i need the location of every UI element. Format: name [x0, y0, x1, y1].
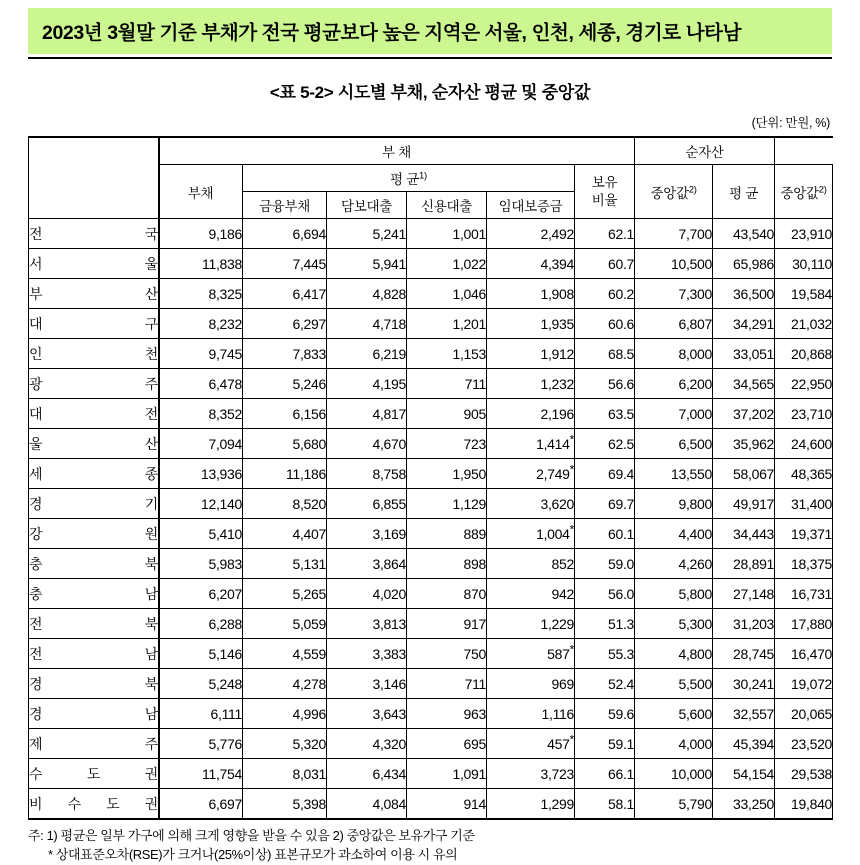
cell-debt-median: 10,000 — [635, 759, 713, 789]
cell-nw-median: 31,400 — [775, 489, 833, 519]
cell-credit: 1,129 — [407, 489, 487, 519]
header-corner-blank — [29, 137, 159, 219]
cell-credit: 889 — [407, 519, 487, 549]
cell-nw-median: 30,110 — [775, 249, 833, 279]
table-row — [29, 549, 833, 579]
cell-debt-median: 6,807 — [635, 309, 713, 339]
table-row — [29, 399, 833, 429]
cell-holding-ratio: 63.5 — [575, 399, 635, 429]
cell-mortgage: 4,828 — [327, 279, 407, 309]
cell-financial-debt: 5,059 — [243, 609, 327, 639]
cell-debt-median: 5,600 — [635, 699, 713, 729]
rse-asterisk-marker: * — [569, 431, 574, 446]
cell-debt-median: 10,500 — [635, 249, 713, 279]
cell-nw-average: 31,203 — [713, 609, 775, 639]
row-label: 전 국 — [29, 219, 159, 249]
cell-debt-total: 5,248 — [159, 669, 243, 699]
rse-asterisk-marker: * — [569, 521, 574, 536]
cell-financial-debt: 7,833 — [243, 339, 327, 369]
cell-nw-average: 27,148 — [713, 579, 775, 609]
cell-debt-median: 5,800 — [635, 579, 713, 609]
cell-nw-median: 23,910 — [775, 219, 833, 249]
cell-credit: 898 — [407, 549, 487, 579]
cell-lease-deposit: 852 — [487, 549, 575, 579]
row-label: 수 도 권 — [29, 759, 159, 789]
row-label: 충 북 — [29, 549, 159, 579]
header-col-nw-average: 평 균 — [713, 165, 775, 219]
table-row — [29, 279, 833, 309]
cell-lease-deposit: 4,394 — [487, 249, 575, 279]
header-col-debt-total: 부채 — [159, 165, 243, 219]
table-body — [29, 219, 833, 820]
cell-mortgage: 6,855 — [327, 489, 407, 519]
cell-debt-median: 8,000 — [635, 339, 713, 369]
table-row — [29, 309, 833, 339]
cell-nw-average: 30,241 — [713, 669, 775, 699]
cell-holding-ratio: 59.6 — [575, 699, 635, 729]
table-row — [29, 699, 833, 729]
cell-financial-debt: 4,407 — [243, 519, 327, 549]
cell-debt-total: 7,094 — [159, 429, 243, 459]
cell-debt-total: 8,352 — [159, 399, 243, 429]
cell-nw-average: 65,986 — [713, 249, 775, 279]
cell-lease-deposit: 457* — [487, 729, 575, 759]
row-label: 세 종 — [29, 459, 159, 489]
cell-debt-total: 6,111 — [159, 699, 243, 729]
cell-debt-median: 7,000 — [635, 399, 713, 429]
cell-mortgage: 3,383 — [327, 639, 407, 669]
cell-credit: 695 — [407, 729, 487, 759]
cell-nw-average: 34,565 — [713, 369, 775, 399]
table-row — [29, 789, 833, 820]
cell-lease-deposit: 1,116 — [487, 699, 575, 729]
cell-nw-average: 35,962 — [713, 429, 775, 459]
cell-financial-debt: 6,297 — [243, 309, 327, 339]
banner-divider-rule — [28, 57, 832, 59]
table-row — [29, 369, 833, 399]
table-row — [29, 489, 833, 519]
table-row — [29, 219, 833, 249]
cell-nw-median: 23,710 — [775, 399, 833, 429]
cell-mortgage: 4,817 — [327, 399, 407, 429]
cell-lease-deposit: 2,749* — [487, 459, 575, 489]
row-label: 대 구 — [29, 309, 159, 339]
cell-financial-debt: 11,186 — [243, 459, 327, 489]
cell-mortgage: 3,643 — [327, 699, 407, 729]
cell-holding-ratio: 68.5 — [575, 339, 635, 369]
cell-credit: 905 — [407, 399, 487, 429]
cell-lease-deposit: 2,492 — [487, 219, 575, 249]
cell-debt-total: 9,186 — [159, 219, 243, 249]
row-label: 서 울 — [29, 249, 159, 279]
cell-debt-total: 11,838 — [159, 249, 243, 279]
cell-nw-average: 49,917 — [713, 489, 775, 519]
table-row — [29, 429, 833, 459]
row-label: 강 원 — [29, 519, 159, 549]
cell-debt-median: 6,200 — [635, 369, 713, 399]
cell-credit: 1,950 — [407, 459, 487, 489]
holding-ratio-line2: 비율 — [591, 192, 618, 208]
cell-holding-ratio: 52.4 — [575, 669, 635, 699]
cell-lease-deposit: 587* — [487, 639, 575, 669]
cell-nw-median: 20,868 — [775, 339, 833, 369]
cell-debt-median: 4,000 — [635, 729, 713, 759]
row-label: 인 천 — [29, 339, 159, 369]
rse-asterisk-marker: * — [569, 731, 574, 746]
cell-holding-ratio: 59.0 — [575, 549, 635, 579]
cell-debt-total: 12,140 — [159, 489, 243, 519]
rse-asterisk-marker: * — [569, 641, 574, 656]
cell-nw-average: 43,540 — [713, 219, 775, 249]
cell-nw-median: 48,365 — [775, 459, 833, 489]
cell-holding-ratio: 60.2 — [575, 279, 635, 309]
cell-financial-debt: 4,996 — [243, 699, 327, 729]
cell-debt-total: 9,745 — [159, 339, 243, 369]
cell-lease-deposit: 942 — [487, 579, 575, 609]
cell-lease-deposit: 3,620 — [487, 489, 575, 519]
cell-nw-median: 29,538 — [775, 759, 833, 789]
cell-lease-deposit: 1,229 — [487, 609, 575, 639]
cell-nw-average: 28,745 — [713, 639, 775, 669]
cell-financial-debt: 4,559 — [243, 639, 327, 669]
cell-nw-median: 20,065 — [775, 699, 833, 729]
rse-asterisk-marker: * — [569, 461, 574, 476]
cell-financial-debt: 5,246 — [243, 369, 327, 399]
cell-debt-median: 7,700 — [635, 219, 713, 249]
cell-nw-average: 33,051 — [713, 339, 775, 369]
nw-median-footnote-marker: 2) — [818, 184, 827, 195]
cell-mortgage: 3,169 — [327, 519, 407, 549]
table-row — [29, 249, 833, 279]
cell-nw-median: 16,470 — [775, 639, 833, 669]
cell-holding-ratio: 69.4 — [575, 459, 635, 489]
cell-debt-total: 5,983 — [159, 549, 243, 579]
cell-financial-debt: 8,520 — [243, 489, 327, 519]
cell-debt-total: 6,207 — [159, 579, 243, 609]
cell-credit: 1,001 — [407, 219, 487, 249]
cell-credit: 711 — [407, 369, 487, 399]
cell-nw-median: 22,950 — [775, 369, 833, 399]
cell-mortgage: 5,241 — [327, 219, 407, 249]
cell-credit: 1,022 — [407, 249, 487, 279]
cell-mortgage: 3,813 — [327, 609, 407, 639]
cell-holding-ratio: 62.5 — [575, 429, 635, 459]
cell-debt-median: 5,300 — [635, 609, 713, 639]
cell-credit: 870 — [407, 579, 487, 609]
debt-median-label: 중앙값 — [650, 185, 689, 201]
cell-financial-debt: 5,265 — [243, 579, 327, 609]
cell-holding-ratio: 58.1 — [575, 789, 635, 820]
cell-nw-median: 19,840 — [775, 789, 833, 820]
header-group-networth: 순자산 — [635, 137, 775, 165]
header-average-footnote-marker: 1) — [419, 170, 427, 182]
table-row — [29, 579, 833, 609]
table-header — [29, 137, 833, 219]
cell-debt-median: 9,800 — [635, 489, 713, 519]
cell-nw-median: 23,520 — [775, 729, 833, 759]
row-label: 광 주 — [29, 369, 159, 399]
cell-financial-debt: 6,156 — [243, 399, 327, 429]
cell-credit: 750 — [407, 639, 487, 669]
header-col-lease-deposit: 임대보증금 — [487, 192, 575, 219]
header-col-credit-loan: 신용대출 — [407, 192, 487, 219]
cell-lease-deposit: 1,912 — [487, 339, 575, 369]
row-label: 경 기 — [29, 489, 159, 519]
headline-banner-container — [0, 0, 860, 54]
header-col-debt-median — [635, 165, 713, 219]
cell-credit: 1,201 — [407, 309, 487, 339]
header-col-financial-debt: 금융부채 — [243, 192, 327, 219]
cell-nw-average: 45,394 — [713, 729, 775, 759]
cell-lease-deposit: 1,232 — [487, 369, 575, 399]
cell-mortgage: 4,084 — [327, 789, 407, 820]
cell-nw-median: 19,371 — [775, 519, 833, 549]
cell-credit: 917 — [407, 609, 487, 639]
cell-holding-ratio: 60.1 — [575, 519, 635, 549]
cell-debt-total: 8,325 — [159, 279, 243, 309]
row-label: 제 주 — [29, 729, 159, 759]
cell-debt-total: 6,288 — [159, 609, 243, 639]
cell-financial-debt: 5,398 — [243, 789, 327, 820]
cell-debt-median: 4,400 — [635, 519, 713, 549]
cell-nw-median: 24,600 — [775, 429, 833, 459]
nw-median-label: 중앙값 — [780, 185, 819, 201]
cell-credit: 1,153 — [407, 339, 487, 369]
cell-credit: 1,046 — [407, 279, 487, 309]
cell-nw-average: 34,291 — [713, 309, 775, 339]
cell-debt-total: 13,936 — [159, 459, 243, 489]
cell-lease-deposit: 2,196 — [487, 399, 575, 429]
cell-mortgage: 4,670 — [327, 429, 407, 459]
debt-median-footnote-marker: 2) — [688, 184, 697, 195]
table-row — [29, 669, 833, 699]
cell-mortgage: 5,941 — [327, 249, 407, 279]
cell-credit: 711 — [407, 669, 487, 699]
cell-debt-total: 5,410 — [159, 519, 243, 549]
cell-mortgage: 3,864 — [327, 549, 407, 579]
row-label: 경 북 — [29, 669, 159, 699]
cell-nw-median: 16,731 — [775, 579, 833, 609]
cell-nw-average: 34,443 — [713, 519, 775, 549]
cell-mortgage: 8,758 — [327, 459, 407, 489]
cell-credit: 963 — [407, 699, 487, 729]
cell-mortgage: 4,195 — [327, 369, 407, 399]
row-label: 부 산 — [29, 279, 159, 309]
cell-debt-total: 5,776 — [159, 729, 243, 759]
cell-debt-median: 5,500 — [635, 669, 713, 699]
cell-nw-median: 17,880 — [775, 609, 833, 639]
headline-text: 2023년 3월말 기준 부채가 전국 평균보다 높은 지역은 서울, 인천, 세종, 경기로 나타남 — [42, 22, 742, 44]
cell-holding-ratio: 55.3 — [575, 639, 635, 669]
cell-holding-ratio: 59.1 — [575, 729, 635, 759]
cell-nw-average: 32,557 — [713, 699, 775, 729]
footnote-line-1: 주: 1) 평균은 일부 가구에 의해 크게 영향을 받을 수 있음 2) 중앙값은 보유가구 기준 — [28, 828, 475, 843]
cell-financial-debt: 8,031 — [243, 759, 327, 789]
cell-holding-ratio: 51.3 — [575, 609, 635, 639]
cell-mortgage: 6,434 — [327, 759, 407, 789]
cell-debt-median: 4,260 — [635, 549, 713, 579]
row-label: 비 수 도 권 — [29, 789, 159, 820]
cell-nw-average: 36,500 — [713, 279, 775, 309]
cell-lease-deposit: 1,908 — [487, 279, 575, 309]
cell-financial-debt: 5,680 — [243, 429, 327, 459]
row-label: 전 남 — [29, 639, 159, 669]
row-label: 경 남 — [29, 699, 159, 729]
cell-nw-median: 21,032 — [775, 309, 833, 339]
cell-financial-debt: 6,694 — [243, 219, 327, 249]
cell-nw-average: 33,250 — [713, 789, 775, 820]
table-container — [0, 136, 860, 820]
cell-financial-debt: 5,131 — [243, 549, 327, 579]
cell-holding-ratio: 60.7 — [575, 249, 635, 279]
cell-debt-median: 5,790 — [635, 789, 713, 820]
table-row — [29, 759, 833, 789]
cell-debt-total: 6,697 — [159, 789, 243, 820]
headline-banner — [28, 8, 832, 54]
cell-mortgage: 4,020 — [327, 579, 407, 609]
header-col-nw-median — [775, 165, 833, 219]
cell-nw-median: 19,584 — [775, 279, 833, 309]
cell-holding-ratio: 66.1 — [575, 759, 635, 789]
footnotes — [0, 820, 860, 865]
cell-holding-ratio: 62.1 — [575, 219, 635, 249]
header-group-debt: 부 채 — [159, 137, 635, 165]
cell-financial-debt: 5,320 — [243, 729, 327, 759]
cell-nw-median: 19,072 — [775, 669, 833, 699]
cell-credit: 1,091 — [407, 759, 487, 789]
cell-lease-deposit: 1,935 — [487, 309, 575, 339]
cell-mortgage: 6,219 — [327, 339, 407, 369]
holding-ratio-line1: 보유 — [591, 174, 618, 190]
cell-financial-debt: 4,278 — [243, 669, 327, 699]
cell-nw-average: 58,067 — [713, 459, 775, 489]
cell-credit: 723 — [407, 429, 487, 459]
cell-debt-median: 6,500 — [635, 429, 713, 459]
header-col-mortgage-loan: 담보대출 — [327, 192, 407, 219]
header-col-holding-ratio — [575, 165, 635, 219]
cell-debt-median: 4,800 — [635, 639, 713, 669]
cell-nw-average: 28,891 — [713, 549, 775, 579]
statistics-table — [28, 136, 833, 820]
table-row — [29, 729, 833, 759]
cell-lease-deposit: 1,004* — [487, 519, 575, 549]
header-group-average — [243, 165, 575, 192]
cell-mortgage: 4,320 — [327, 729, 407, 759]
footnote-line-2: * 상대표준오차(RSE)가 크거나(25%이상) 표본규모가 과소하여 이용 시 유의 — [48, 846, 458, 862]
cell-nw-average: 37,202 — [713, 399, 775, 429]
cell-debt-total: 5,146 — [159, 639, 243, 669]
table-row — [29, 519, 833, 549]
cell-holding-ratio: 56.0 — [575, 579, 635, 609]
header-row-groups — [29, 137, 833, 165]
cell-lease-deposit: 1,299 — [487, 789, 575, 820]
cell-mortgage: 3,146 — [327, 669, 407, 699]
row-label: 충 남 — [29, 579, 159, 609]
row-label: 전 북 — [29, 609, 159, 639]
cell-debt-median: 7,300 — [635, 279, 713, 309]
cell-mortgage: 4,718 — [327, 309, 407, 339]
header-average-label: 평 균 — [390, 172, 420, 187]
table-caption: <표 5-2> 시도별 부채, 순자산 평균 및 중앙값 — [269, 83, 591, 102]
table-row — [29, 639, 833, 669]
cell-financial-debt: 6,417 — [243, 279, 327, 309]
cell-holding-ratio: 56.6 — [575, 369, 635, 399]
cell-nw-average: 54,154 — [713, 759, 775, 789]
unit-note: (단위: 만원, %) — [751, 116, 830, 130]
row-label: 울 산 — [29, 429, 159, 459]
table-row — [29, 609, 833, 639]
cell-lease-deposit: 3,723 — [487, 759, 575, 789]
cell-financial-debt: 7,445 — [243, 249, 327, 279]
cell-debt-total: 11,754 — [159, 759, 243, 789]
cell-lease-deposit: 1,414* — [487, 429, 575, 459]
cell-debt-median: 13,550 — [635, 459, 713, 489]
table-row — [29, 459, 833, 489]
cell-holding-ratio: 60.6 — [575, 309, 635, 339]
cell-lease-deposit: 969 — [487, 669, 575, 699]
cell-holding-ratio: 69.7 — [575, 489, 635, 519]
cell-credit: 914 — [407, 789, 487, 820]
cell-debt-total: 6,478 — [159, 369, 243, 399]
row-label: 대 전 — [29, 399, 159, 429]
cell-nw-median: 18,375 — [775, 549, 833, 579]
cell-debt-total: 8,232 — [159, 309, 243, 339]
table-row — [29, 339, 833, 369]
